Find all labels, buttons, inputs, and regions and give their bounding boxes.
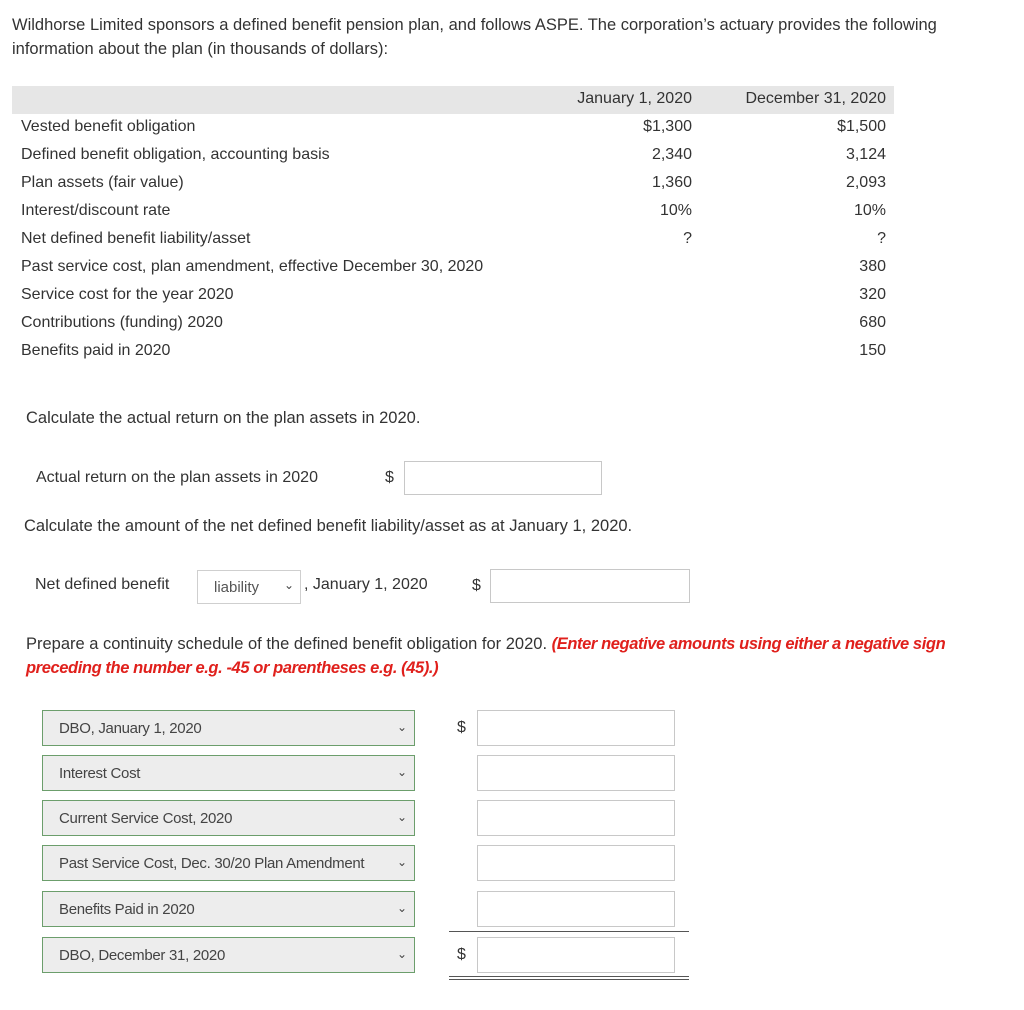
- schedule-item-select[interactable]: [42, 710, 415, 746]
- row-label: Plan assets (fair value): [21, 174, 184, 191]
- q2-suffix: , January 1, 2020: [304, 576, 428, 593]
- row-value-jan: $1,300: [643, 118, 692, 135]
- schedule-amount-input[interactable]: [477, 755, 675, 791]
- chevron-down-icon: ⌄: [396, 855, 407, 869]
- schedule-currency: $: [457, 719, 466, 736]
- row-value-jan: 1,360: [651, 174, 692, 191]
- net-benefit-input[interactable]: [490, 569, 690, 603]
- schedule-amount-input[interactable]: [477, 800, 675, 836]
- row-value-dec: 2,093: [845, 174, 886, 191]
- schedule-item-label: Interest Cost: [59, 765, 141, 782]
- schedule-item-select[interactable]: [42, 937, 415, 973]
- chevron-down-icon: ⌄: [396, 765, 407, 779]
- table-row: [12, 338, 894, 366]
- q3-prompt: Prepare a continuity schedule of the defined benefit obligation for 2020.: [26, 635, 548, 653]
- table-row: [12, 254, 894, 282]
- schedule-item-label: Past Service Cost, Dec. 30/20 Plan Amendment: [59, 855, 365, 872]
- row-label: Vested benefit obligation: [21, 118, 196, 135]
- row-value-jan: ?: [683, 230, 692, 247]
- schedule-item-select[interactable]: [42, 891, 415, 927]
- table-row: [12, 226, 894, 254]
- intro-text: Wildhorse Limited sponsors a defined benefit pension plan, and follows ASPE. The corporation’s actuary provides the following information about the plan (in thousands of dollars):: [12, 16, 937, 58]
- total-rule-line: [449, 979, 689, 980]
- schedule-item-select[interactable]: [42, 800, 415, 836]
- row-label: Defined benefit obligation, accounting basis: [21, 146, 330, 163]
- table-header: [12, 86, 894, 114]
- q2-label: Net defined benefit: [35, 576, 170, 593]
- row-value-dec: $1,500: [837, 118, 886, 135]
- row-value-dec: 680: [859, 314, 886, 331]
- chevron-down-icon: ⌄: [396, 947, 407, 961]
- q1-prompt: Calculate the actual return on the plan assets in 2020.: [26, 409, 421, 427]
- chevron-down-icon: ⌄: [283, 578, 294, 592]
- schedule-currency: $: [457, 946, 466, 963]
- row-label: Service cost for the year 2020: [21, 286, 234, 303]
- row-value-dec: 320: [859, 286, 886, 303]
- table-row: [12, 282, 894, 310]
- table-row: [12, 310, 894, 338]
- table-row: [12, 198, 894, 226]
- q1-currency: $: [385, 469, 394, 486]
- table-row: [12, 142, 894, 170]
- chevron-down-icon: ⌄: [396, 901, 407, 915]
- table-row: [12, 170, 894, 198]
- schedule-item-label: DBO, December 31, 2020: [59, 947, 225, 964]
- schedule-item-select[interactable]: [42, 755, 415, 791]
- row-label: Interest/discount rate: [21, 202, 171, 219]
- chevron-down-icon: ⌄: [396, 810, 407, 824]
- schedule-item-label: Current Service Cost, 2020: [59, 810, 233, 827]
- table-row: [12, 114, 894, 142]
- row-label: Benefits paid in 2020: [21, 342, 171, 359]
- row-value-jan: 10%: [659, 202, 692, 219]
- q2-currency: $: [472, 577, 481, 594]
- row-value-dec: 3,124: [845, 146, 886, 163]
- total-rule-line: [449, 976, 689, 977]
- q3-instruction-note: (Enter negative amounts using either a negative sign preceding the number e.g. -45 or parentheses e.g. (45).): [26, 635, 946, 677]
- row-label: Net defined benefit liability/asset: [21, 230, 251, 247]
- total-rule-line: [449, 931, 689, 932]
- chevron-down-icon: ⌄: [396, 720, 407, 734]
- plan-info-table: [12, 86, 894, 366]
- column-header-dec: December 31, 2020: [745, 90, 886, 107]
- row-value-jan: 2,340: [651, 146, 692, 163]
- schedule-amount-input[interactable]: [477, 845, 675, 881]
- row-value-dec: 380: [859, 258, 886, 275]
- schedule-item-label: DBO, January 1, 2020: [59, 720, 202, 737]
- row-value-dec: 150: [859, 342, 886, 359]
- row-label: Contributions (funding) 2020: [21, 314, 223, 331]
- row-value-dec: ?: [877, 230, 886, 247]
- q1-label: Actual return on the plan assets in 2020: [36, 469, 318, 486]
- q3-instructions: [26, 632, 1001, 680]
- actual-return-input[interactable]: [404, 461, 602, 495]
- row-label: Past service cost, plan amendment, effective December 30, 2020: [21, 258, 484, 275]
- schedule-amount-input[interactable]: [477, 891, 675, 927]
- q2-prompt: Calculate the amount of the net defined benefit liability/asset as at January 1, 2020.: [24, 517, 633, 535]
- column-header-jan: January 1, 2020: [577, 90, 692, 107]
- schedule-item-label: Benefits Paid in 2020: [59, 901, 195, 918]
- schedule-amount-input[interactable]: [477, 937, 675, 973]
- schedule-item-select[interactable]: [42, 845, 415, 881]
- liability-asset-select[interactable]: [197, 570, 301, 604]
- schedule-amount-input[interactable]: [477, 710, 675, 746]
- row-value-dec: 10%: [853, 202, 886, 219]
- liability-asset-select-value: liability: [214, 579, 260, 596]
